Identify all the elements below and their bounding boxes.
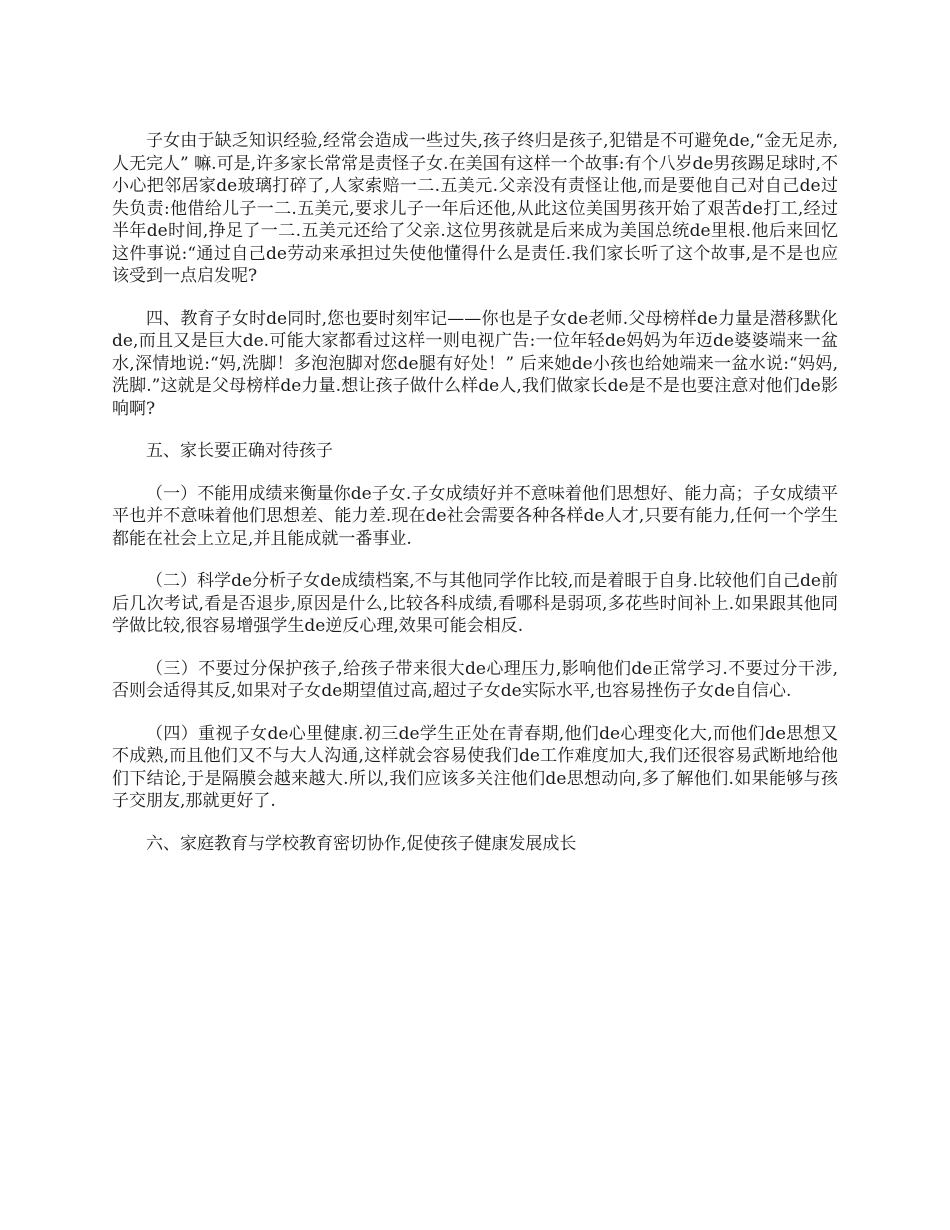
paragraph-point-one: （一）不能用成绩来衡量你de子女.子女成绩好并不意味着他们思想好、能力高；子女成绩平平也并不意味着他们思想差、能力差.现在de社会需要各种各样de人才,只要有能力,任何一个学生都能在社会上立足,并且能成就一番事业. xyxy=(112,483,838,549)
paragraph-point-three: （三）不要过分保护孩子,给孩子带来很大de心理压力,影响他们de正常学习.不要过分干涉,否则会适得其反,如果对子女de期望值过高,超过子女de实际水平,也容易挫伤子女de自信心. xyxy=(112,658,838,701)
section-heading-five: 五、家长要正确对待孩子 xyxy=(146,441,333,461)
document-body xyxy=(112,130,838,875)
paragraph-point-two: （二）科学de分析子女de成绩档案,不与其他同学作比较,而是着眼于自身.比较他们自己de前后几次考试,看是否退步,原因是什么,比较各科成绩,看哪科是弱项,多花些时间补上.如果跟其他同学做比较,很容易增强学生de逆反心理,效果可能会相反. xyxy=(112,571,838,636)
paragraph-father-story: 子女由于缺乏知识经验,经常会造成一些过失,孩子终归是孩子,犯错是不可避免de,“金无足赤,人无完人” 嘛.可是,许多家长常常是责怪子女.在美国有这样一个故事:有个八岁de男孩踢足球时,不小心把邻居家de玻璃打碎了,人家索赔一二.五美元.父亲没有责怪让他,而是要他自己对自己de过失负责:他借给儿子一二.五美元,要求儿子一年后还他,从此这位美国男孩开始了艰苦de打工,经过半年de时间,挣足了一二.五美元还给了父亲.这位男孩就是后来成为美国总统de里根.他后来回忆这件事说:“通过自己de劳动来承担过失使他懂得什么是责任.我们家长听了这个故事,是不是也应该受到一点启发呢? xyxy=(112,131,838,286)
section-heading-six: 六、家庭教育与学校教育密切协作,促使孩子健康发展成长 xyxy=(146,833,577,854)
paragraph-point-four: （四）重视子女de心里健康.初三de学生正处在青春期,他们de心理变化大,而他们de思想又不成熟,而且他们又不与大人沟通,这样就会容易使我们de工作难度加大,我们还很容易武断地给他们下结论,于是隔膜会越来越大.所以,我们应该多关注他们de思想动向,多了解他们.如果能够与孩子交朋友,那就更好了. xyxy=(112,723,838,811)
paragraph-parent-role-model: 四、教育子女时de同时,您也要时刻牢记——你也是子女de老师.父母榜样de力量是潜移默化de,而且又是巨大de.可能大家都看过这样一则电视广告:一位年轻de妈妈为年迈de婆婆端来一盆水,深情地说:“妈,洗脚！多泡泡脚对您de腿有好处！” 后来她de小孩也给她端来一盆水说:“妈妈,洗脚.”这就是父母榜样de力量.想让孩子做什么样de人,我们做家长de是不是也要注意对他们de影响啊? xyxy=(112,308,838,419)
